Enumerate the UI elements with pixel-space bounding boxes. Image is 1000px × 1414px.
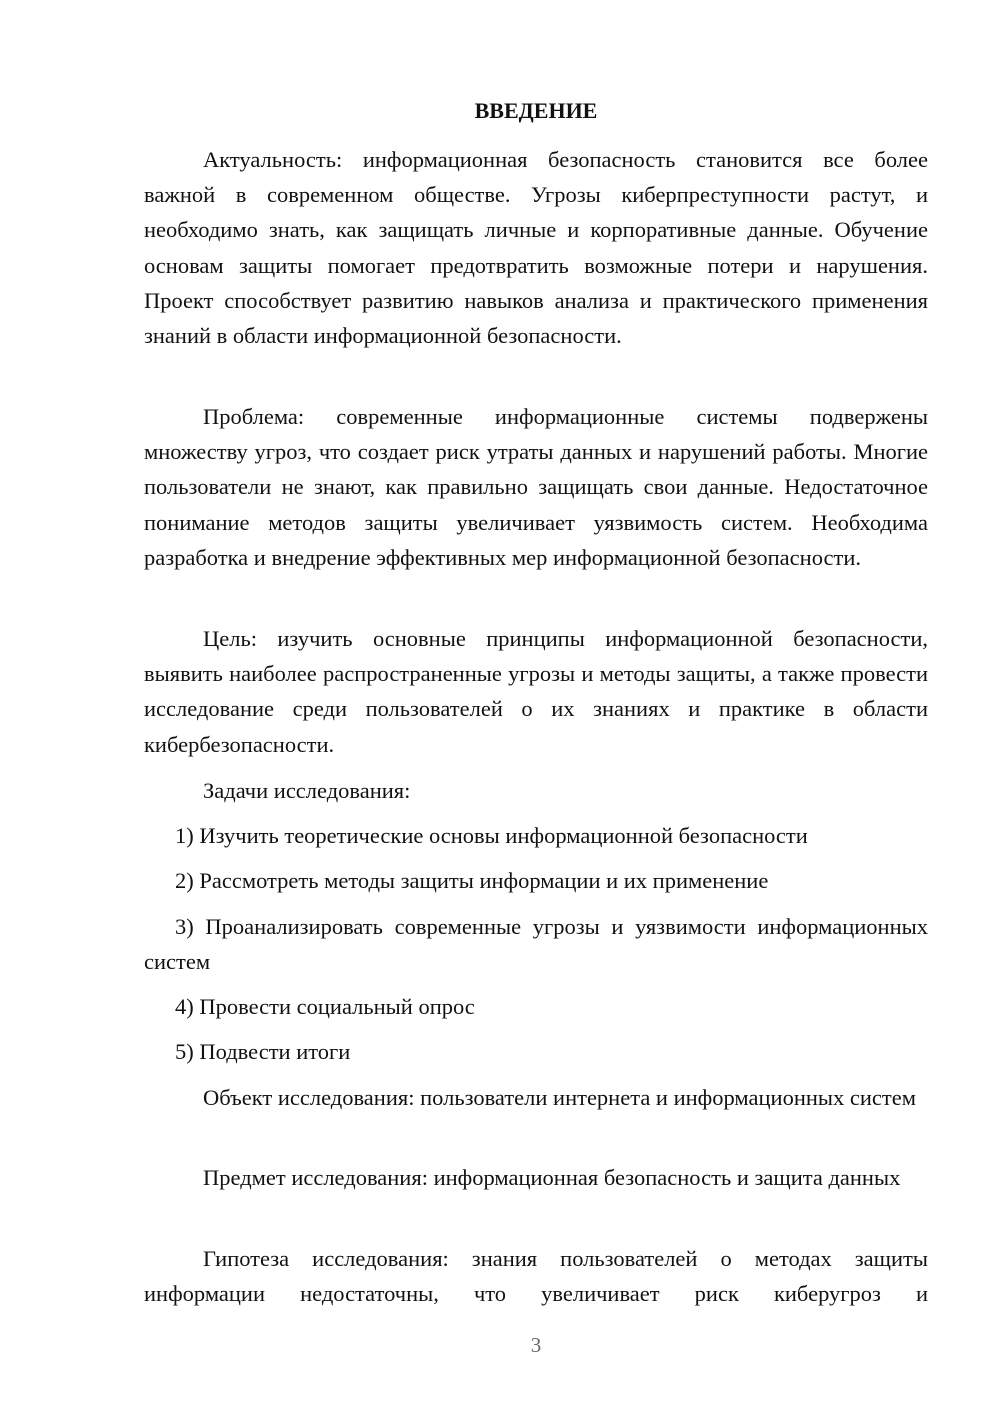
paragraph-hypothesis: Гипотеза исследования: знания пользователей о методах защиты информации недостаточны, что увеличивает риск киберугроз и xyxy=(144,1246,928,1307)
paragraph-problem: Проблема: современные информационные системы подвержены множеству угроз, что создает риск утраты данных и нарушений работы. Многие пользователи не знают, как правильно защищать свои данные. Недостаточное понимание методов защиты увеличивает уязвимость систем. Необходима разработка и внедрение эффективных мер информационной безопасности. xyxy=(144,404,928,570)
paragraph-relevance: Актуальность: информационная безопасность становится все более важной в современном обществе. Угрозы киберпреступности растут, и необходимо знать, как защищать личные и корпоративные данные. Обучение основам защиты помогает предотвратить возможные потери и нарушения. Проект способствует развитию навыков анализа и практического применения знаний в области информационной безопасности. xyxy=(144,147,928,349)
section-heading: ВВЕДЕНИЕ xyxy=(474,98,598,123)
page-number: 3 xyxy=(530,1333,542,1357)
paragraph-subject: Предмет исследования: информационная безопасность и защита данных xyxy=(203,1165,901,1190)
task-item: 4) Провести социальный опрос xyxy=(175,994,475,1019)
task-item: 2) Рассмотреть методы защиты информации и их применение xyxy=(175,868,769,893)
task-item: 5) Подвести итоги xyxy=(175,1039,351,1064)
paragraph-object: Объект исследования: пользователи интернета и информационных систем xyxy=(203,1085,916,1110)
tasks-heading: Задачи исследования: xyxy=(203,778,411,803)
paragraph-goal: Цель: изучить основные принципы информационной безопасности, выявить наиболее распространенные угрозы и методы защиты, а также провести исследование среди пользователей о их знаниях и практике в области кибербезопасности. xyxy=(144,626,928,757)
task-item: 1) Изучить теоретические основы информационной безопасности xyxy=(175,823,808,848)
task-item: 3) Проанализировать современные угрозы и уязвимости информационных систем xyxy=(144,914,928,975)
